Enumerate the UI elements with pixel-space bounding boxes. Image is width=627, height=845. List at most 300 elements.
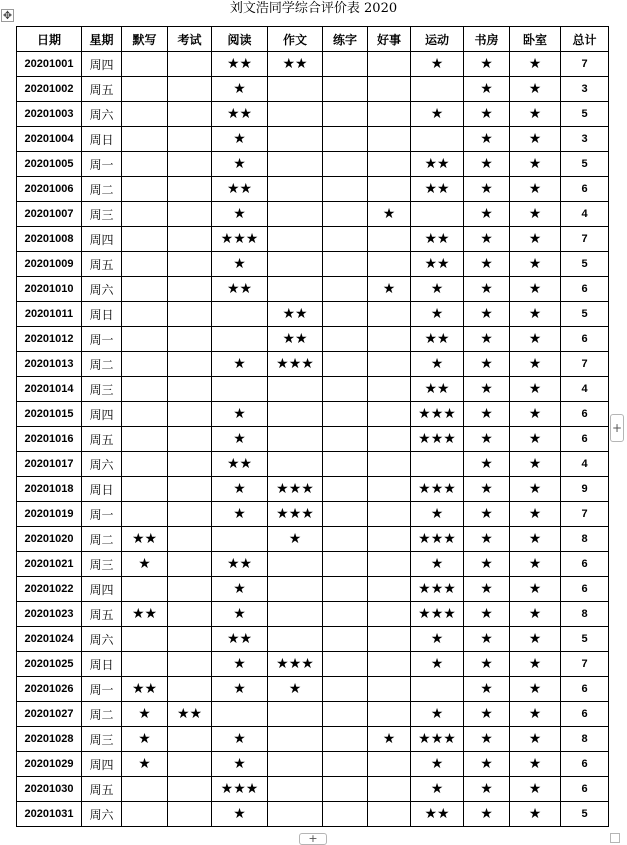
cell-composition (268, 77, 323, 102)
cell-weekday: 周三 (82, 202, 122, 227)
cell-exam (168, 427, 212, 452)
cell-good-deed (368, 602, 411, 627)
cell-total: 6 (561, 402, 609, 427)
cell-exercise (411, 77, 464, 102)
column-header-study-room: 书房 (464, 27, 510, 52)
cell-dictation: ★ (122, 727, 168, 752)
cell-exercise: ★★ (411, 177, 464, 202)
cell-dictation (122, 277, 168, 302)
cell-reading: ★★ (212, 277, 268, 302)
cell-bedroom: ★ (510, 652, 561, 677)
cell-dictation (122, 802, 168, 827)
cell-calligraphy (323, 627, 368, 652)
cell-weekday: 周五 (82, 427, 122, 452)
cell-good-deed (368, 102, 411, 127)
cell-exercise: ★ (411, 52, 464, 77)
cell-bedroom: ★ (510, 727, 561, 752)
cell-exercise: ★★ (411, 327, 464, 352)
cell-exam (168, 502, 212, 527)
cell-composition (268, 777, 323, 802)
cell-exercise: ★★ (411, 377, 464, 402)
cell-calligraphy (323, 452, 368, 477)
cell-exercise: ★★★ (411, 602, 464, 627)
cell-total: 6 (561, 777, 609, 802)
cell-exercise: ★★ (411, 152, 464, 177)
table-row (17, 77, 609, 102)
cell-bedroom: ★ (510, 552, 561, 577)
cell-date: 20201007 (17, 202, 82, 227)
header-row (17, 27, 609, 52)
cell-exercise: ★ (411, 302, 464, 327)
cell-composition (268, 702, 323, 727)
cell-exam (168, 527, 212, 552)
cell-dictation: ★ (122, 702, 168, 727)
cell-date: 20201003 (17, 102, 82, 127)
cell-dictation (122, 127, 168, 152)
cell-good-deed (368, 677, 411, 702)
cell-reading (212, 702, 268, 727)
cell-exam (168, 477, 212, 502)
cell-date: 20201006 (17, 177, 82, 202)
cell-date: 20201031 (17, 802, 82, 827)
cell-bedroom: ★ (510, 77, 561, 102)
cell-exam: ★★ (168, 702, 212, 727)
cell-bedroom: ★ (510, 477, 561, 502)
cell-good-deed (368, 402, 411, 427)
cell-good-deed (368, 577, 411, 602)
cell-dictation (122, 202, 168, 227)
cell-calligraphy (323, 427, 368, 452)
table-row (17, 202, 609, 227)
cell-total: 6 (561, 552, 609, 577)
cell-study-room: ★ (464, 127, 510, 152)
cell-calligraphy (323, 752, 368, 777)
table-row (17, 302, 609, 327)
cell-weekday: 周一 (82, 327, 122, 352)
cell-weekday: 周一 (82, 677, 122, 702)
table-row (17, 352, 609, 377)
cell-composition (268, 102, 323, 127)
page-title: 刘文浩同学综合评价表 2020 (229, 1, 398, 16)
column-header-weekday: 星期 (82, 27, 122, 52)
cell-exam (168, 327, 212, 352)
table-row (17, 52, 609, 77)
cell-good-deed (368, 427, 411, 452)
cell-calligraphy (323, 302, 368, 327)
cell-study-room: ★ (464, 327, 510, 352)
cell-total: 4 (561, 452, 609, 477)
column-header-exam: 考试 (168, 27, 212, 52)
cell-study-room: ★ (464, 727, 510, 752)
cell-reading: ★ (212, 352, 268, 377)
cell-dictation (122, 302, 168, 327)
cell-study-room: ★ (464, 477, 510, 502)
table-row (17, 227, 609, 252)
cell-dictation (122, 477, 168, 502)
table-row (17, 502, 609, 527)
column-header-bedroom: 卧室 (510, 27, 561, 52)
table-row (17, 277, 609, 302)
cell-dictation (122, 777, 168, 802)
cell-exercise: ★ (411, 652, 464, 677)
cell-study-room: ★ (464, 277, 510, 302)
cell-bedroom: ★ (510, 627, 561, 652)
cell-study-room: ★ (464, 527, 510, 552)
cell-weekday: 周四 (82, 752, 122, 777)
cell-composition (268, 727, 323, 752)
cell-exam (168, 352, 212, 377)
cell-weekday: 周日 (82, 127, 122, 152)
cell-study-room: ★ (464, 402, 510, 427)
cell-exam (168, 177, 212, 202)
column-header-date: 日期 (17, 27, 82, 52)
cell-reading: ★★ (212, 52, 268, 77)
cell-reading: ★ (212, 602, 268, 627)
cell-exercise: ★★★ (411, 577, 464, 602)
cell-composition (268, 552, 323, 577)
cell-exam (168, 152, 212, 177)
cell-date: 20201012 (17, 327, 82, 352)
cell-study-room: ★ (464, 602, 510, 627)
cell-exam (168, 452, 212, 477)
cell-reading: ★★★ (212, 227, 268, 252)
cell-dictation (122, 327, 168, 352)
cell-calligraphy (323, 552, 368, 577)
cell-weekday: 周三 (82, 552, 122, 577)
cell-composition (268, 277, 323, 302)
cell-weekday: 周六 (82, 277, 122, 302)
table-row (17, 752, 609, 777)
cell-dictation (122, 402, 168, 427)
cell-study-room: ★ (464, 377, 510, 402)
cell-calligraphy (323, 577, 368, 602)
cell-total: 7 (561, 652, 609, 677)
cell-total: 7 (561, 52, 609, 77)
table-row (17, 402, 609, 427)
cell-date: 20201021 (17, 552, 82, 577)
cell-total: 5 (561, 302, 609, 327)
cell-weekday: 周日 (82, 652, 122, 677)
cell-composition (268, 377, 323, 402)
cell-total: 6 (561, 752, 609, 777)
cell-exam (168, 402, 212, 427)
cell-bedroom: ★ (510, 677, 561, 702)
cell-exercise: ★ (411, 277, 464, 302)
cell-calligraphy (323, 102, 368, 127)
cell-calligraphy (323, 802, 368, 827)
cell-bedroom: ★ (510, 277, 561, 302)
cell-reading (212, 327, 268, 352)
cell-dictation: ★ (122, 552, 168, 577)
cell-exam (168, 302, 212, 327)
cell-study-room: ★ (464, 152, 510, 177)
cell-exercise: ★★★ (411, 527, 464, 552)
cell-weekday: 周六 (82, 102, 122, 127)
cell-reading: ★ (212, 427, 268, 452)
cell-date: 20201014 (17, 377, 82, 402)
cell-bedroom: ★ (510, 227, 561, 252)
cell-bedroom: ★ (510, 402, 561, 427)
cell-study-room: ★ (464, 52, 510, 77)
cell-composition (268, 802, 323, 827)
cell-reading: ★★ (212, 102, 268, 127)
cell-composition (268, 177, 323, 202)
cell-date: 20201011 (17, 302, 82, 327)
cell-composition: ★★★ (268, 352, 323, 377)
cell-study-room: ★ (464, 352, 510, 377)
cell-date: 20201029 (17, 752, 82, 777)
cell-exam (168, 227, 212, 252)
table-row (17, 177, 609, 202)
cell-good-deed (368, 52, 411, 77)
cell-date: 20201024 (17, 627, 82, 652)
cell-calligraphy (323, 777, 368, 802)
cell-study-room: ★ (464, 702, 510, 727)
cell-calligraphy (323, 127, 368, 152)
cell-total: 8 (561, 727, 609, 752)
cell-calligraphy (323, 52, 368, 77)
cell-exercise: ★★ (411, 252, 464, 277)
cell-reading: ★ (212, 202, 268, 227)
cell-good-deed (368, 527, 411, 552)
table-row (17, 377, 609, 402)
cell-composition: ★★ (268, 302, 323, 327)
cell-good-deed (368, 752, 411, 777)
cell-study-room: ★ (464, 227, 510, 252)
cell-exercise: ★ (411, 627, 464, 652)
cell-bedroom: ★ (510, 352, 561, 377)
cell-good-deed (368, 77, 411, 102)
cell-date: 20201009 (17, 252, 82, 277)
cell-total: 6 (561, 577, 609, 602)
cell-good-deed (368, 502, 411, 527)
cell-reading: ★★ (212, 552, 268, 577)
cell-study-room: ★ (464, 802, 510, 827)
cell-bedroom: ★ (510, 702, 561, 727)
cell-dictation (122, 652, 168, 677)
cell-dictation (122, 352, 168, 377)
cell-date: 20201028 (17, 727, 82, 752)
cell-calligraphy (323, 402, 368, 427)
evaluation-table (16, 26, 609, 827)
cell-reading: ★ (212, 802, 268, 827)
cell-calligraphy (323, 677, 368, 702)
column-header-reading: 阅读 (212, 27, 268, 52)
table-row (17, 477, 609, 502)
cell-exercise: ★★ (411, 802, 464, 827)
cell-total: 3 (561, 127, 609, 152)
cell-exam (168, 802, 212, 827)
cell-exercise: ★ (411, 352, 464, 377)
cell-composition: ★★★ (268, 652, 323, 677)
cell-bedroom: ★ (510, 102, 561, 127)
cell-date: 20201026 (17, 677, 82, 702)
cell-reading (212, 377, 268, 402)
cell-study-room: ★ (464, 577, 510, 602)
cell-good-deed (368, 327, 411, 352)
cell-bedroom: ★ (510, 377, 561, 402)
cell-composition (268, 577, 323, 602)
cell-exercise: ★ (411, 702, 464, 727)
cell-reading: ★ (212, 127, 268, 152)
cell-composition (268, 152, 323, 177)
cell-study-room: ★ (464, 252, 510, 277)
cell-calligraphy (323, 652, 368, 677)
cell-total: 5 (561, 627, 609, 652)
add-column-plus-icon[interactable]: + (610, 414, 624, 442)
cell-total: 6 (561, 327, 609, 352)
cell-exercise (411, 452, 464, 477)
cell-exam (168, 602, 212, 627)
cell-good-deed (368, 127, 411, 152)
cell-good-deed (368, 652, 411, 677)
cell-exercise: ★★★ (411, 427, 464, 452)
cell-dictation: ★★ (122, 527, 168, 552)
cell-weekday: 周二 (82, 352, 122, 377)
cell-weekday: 周六 (82, 452, 122, 477)
cell-date: 20201022 (17, 577, 82, 602)
cell-calligraphy (323, 527, 368, 552)
cell-good-deed: ★ (368, 202, 411, 227)
cell-bedroom: ★ (510, 427, 561, 452)
table-row (17, 527, 609, 552)
cell-reading: ★ (212, 152, 268, 177)
cell-date: 20201016 (17, 427, 82, 452)
add-row-plus-icon[interactable]: + (299, 833, 327, 845)
cell-date: 20201008 (17, 227, 82, 252)
cell-composition (268, 252, 323, 277)
table-row (17, 627, 609, 652)
cell-bedroom: ★ (510, 152, 561, 177)
cell-exam (168, 202, 212, 227)
cell-bedroom: ★ (510, 52, 561, 77)
cell-exam (168, 727, 212, 752)
cell-total: 7 (561, 352, 609, 377)
cell-study-room: ★ (464, 102, 510, 127)
cell-bedroom: ★ (510, 777, 561, 802)
cell-study-room: ★ (464, 177, 510, 202)
column-header-exercise: 运动 (411, 27, 464, 52)
column-header-total: 总计 (561, 27, 609, 52)
cell-reading: ★ (212, 402, 268, 427)
cell-date: 20201017 (17, 452, 82, 477)
table-row (17, 452, 609, 477)
cell-composition: ★★ (268, 327, 323, 352)
cell-bedroom: ★ (510, 602, 561, 627)
table-row (17, 552, 609, 577)
cell-dictation (122, 627, 168, 652)
cell-good-deed (368, 252, 411, 277)
cell-study-room: ★ (464, 677, 510, 702)
cell-total: 6 (561, 427, 609, 452)
cell-date: 20201001 (17, 52, 82, 77)
table-row (17, 727, 609, 752)
cell-dictation (122, 452, 168, 477)
cell-weekday: 周六 (82, 627, 122, 652)
cell-date: 20201018 (17, 477, 82, 502)
cell-weekday: 周三 (82, 377, 122, 402)
cell-weekday: 周五 (82, 252, 122, 277)
cell-dictation (122, 102, 168, 127)
cell-total: 4 (561, 377, 609, 402)
cell-date: 20201019 (17, 502, 82, 527)
column-header-good-deed: 好事 (368, 27, 411, 52)
table-body (17, 52, 609, 827)
cell-study-room: ★ (464, 777, 510, 802)
cell-dictation (122, 52, 168, 77)
cell-total: 7 (561, 502, 609, 527)
cell-bedroom: ★ (510, 177, 561, 202)
cell-composition: ★ (268, 527, 323, 552)
cell-exam (168, 377, 212, 402)
cell-date: 20201023 (17, 602, 82, 627)
cell-study-room: ★ (464, 627, 510, 652)
table-row (17, 577, 609, 602)
cell-composition (268, 752, 323, 777)
cell-bedroom: ★ (510, 752, 561, 777)
cell-composition: ★ (268, 677, 323, 702)
cell-exam (168, 677, 212, 702)
cell-reading: ★ (212, 477, 268, 502)
cell-study-room: ★ (464, 552, 510, 577)
cell-bedroom: ★ (510, 527, 561, 552)
cell-good-deed (368, 702, 411, 727)
cell-study-room: ★ (464, 452, 510, 477)
table-row (17, 802, 609, 827)
cell-exercise (411, 127, 464, 152)
cell-exam (168, 252, 212, 277)
cell-total: 8 (561, 602, 609, 627)
cell-exercise: ★ (411, 777, 464, 802)
cell-total: 9 (561, 477, 609, 502)
table-row (17, 602, 609, 627)
cell-composition: ★★★ (268, 477, 323, 502)
cell-bedroom: ★ (510, 802, 561, 827)
table-row (17, 152, 609, 177)
cell-exercise: ★★★ (411, 727, 464, 752)
cell-exam (168, 752, 212, 777)
table-row (17, 702, 609, 727)
cell-dictation: ★★ (122, 602, 168, 627)
cell-exam (168, 52, 212, 77)
cell-total: 8 (561, 527, 609, 552)
table-row (17, 777, 609, 802)
cell-exam (168, 277, 212, 302)
cell-weekday: 周五 (82, 777, 122, 802)
cell-reading: ★★ (212, 627, 268, 652)
cell-reading: ★ (212, 677, 268, 702)
cell-dictation (122, 577, 168, 602)
cell-weekday: 周五 (82, 77, 122, 102)
cell-dictation (122, 502, 168, 527)
table-move-handle-icon[interactable]: ✥ (2, 9, 13, 22)
cell-good-deed (368, 352, 411, 377)
cell-dictation: ★ (122, 752, 168, 777)
cell-total: 6 (561, 677, 609, 702)
cell-exercise: ★ (411, 502, 464, 527)
cell-calligraphy (323, 502, 368, 527)
cell-study-room: ★ (464, 77, 510, 102)
table-row (17, 252, 609, 277)
cell-study-room: ★ (464, 427, 510, 452)
cell-calligraphy (323, 352, 368, 377)
cell-calligraphy (323, 252, 368, 277)
cell-good-deed (368, 452, 411, 477)
cell-weekday: 周日 (82, 477, 122, 502)
cell-calligraphy (323, 77, 368, 102)
cell-composition (268, 127, 323, 152)
cell-dictation (122, 152, 168, 177)
